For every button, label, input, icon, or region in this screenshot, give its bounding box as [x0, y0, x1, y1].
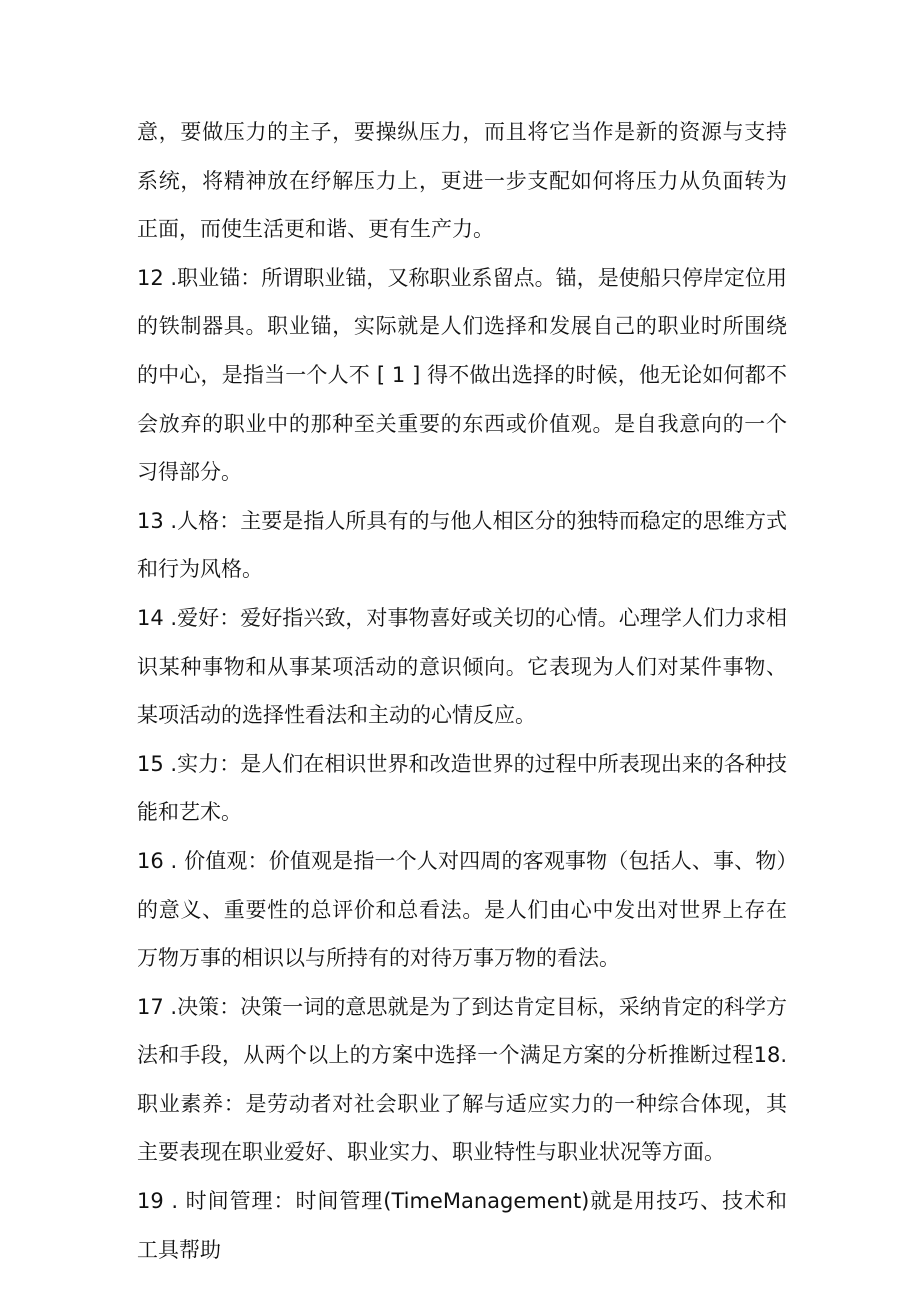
paragraph-time-management: 19 . 时间管理：时间管理(TimeManagement)就是用技巧、技术和工具帮助 — [137, 1189, 787, 1262]
paragraph-values: 16 . 价值观：价值观是指一个人对四周的客观事物（包括人、事、物）的意义、重要性的总评价和总看法。是人们由心中发出对世界上存在万物万事的相识以与所持有的对待万事万物的看法。 — [137, 848, 787, 971]
document-body — [137, 108, 787, 1274]
paragraph-personality: 13 .人格：主要是指人所具有的与他人相区分的独特而稳定的思维方式和行为风格。 — [137, 508, 787, 582]
paragraph-career-anchor: 12 .职业锚：所谓职业锚，又称职业系留点。锚，是使船只停岸定位用的铁制器具。职业锚，实际就是人们选择和发展自己的职业时所围绕的中心，是指当一个人不 [ 1 ] 得不做出选择的时候，他无论如何都不会放弃的职业中的那种至关重要的东西或价值观。是自我意向的一个习得部分。 — [137, 265, 787, 485]
paragraph-decision-and-literacy: 17 .决策：决策一词的意思就是为了到达肯定目标，采纳肯定的科学方法和手段，从两个以上的方案中选择一个满足方案的分析推断过程18. 职业素养：是劳动者对社会职业了解与适应实力的一种综合体现，其主要表现在职业爱好、职业实力、职业特性与职业状况等方面。 — [137, 994, 787, 1165]
paragraph-interest: 14 .爱好：爱好指兴致，对事物喜好或关切的心情。心理学人们力求相识某种事物和从事某项活动的意识倾向。它表现为人们对某件事物、某项活动的选择性看法和主动的心情反应。 — [137, 605, 787, 728]
paragraph-ability: 15 .实力：是人们在相识世界和改造世界的过程中所表现出来的各种技能和艺术。 — [137, 751, 787, 825]
paragraph-stress-continuation: 意，要做压力的主子，要操纵压力，而且将它当作是新的资源与支持系统，将精神放在纾解压力上，更进一步支配如何将压力从负面转为正面，而使生活更和谐、更有生产力。 — [137, 120, 787, 242]
